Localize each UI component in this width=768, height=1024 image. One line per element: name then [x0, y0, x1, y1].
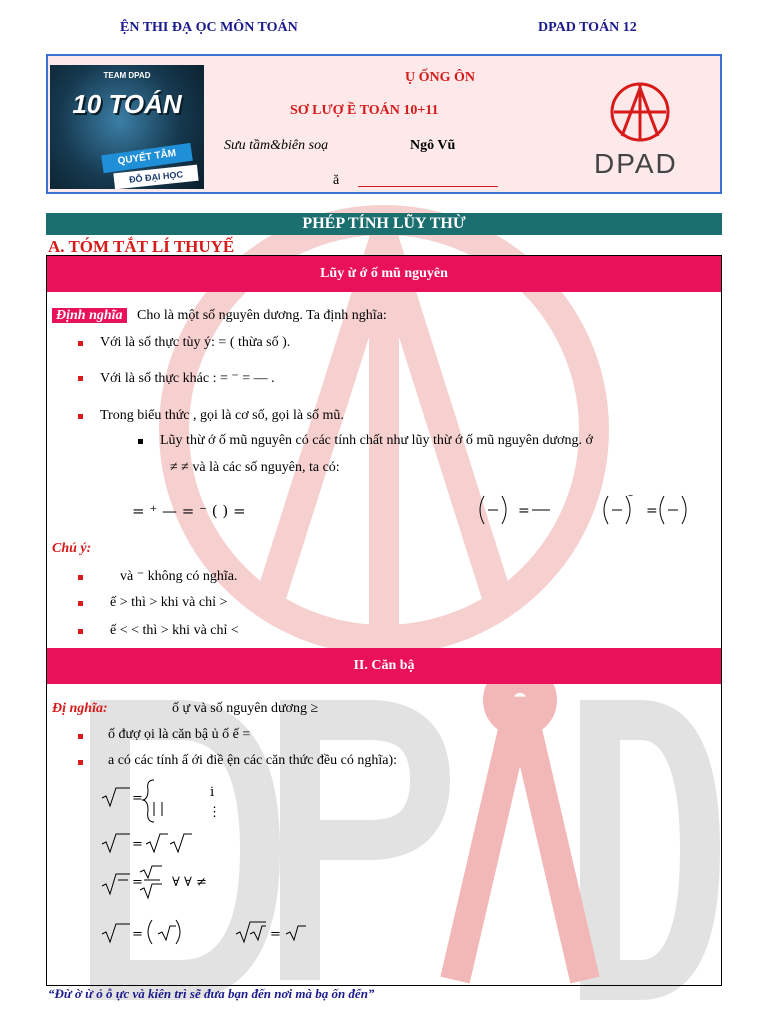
def-item-3: Trong biểu thức , gọi là cơ số, gọi là số mũ. — [100, 408, 344, 423]
svg-text:=: = — [132, 837, 143, 852]
note-label: Chú ý: — [52, 541, 92, 556]
box1-title: Lũy ừ ớ ố mũ nguyên — [47, 256, 721, 292]
bullet-icon — [78, 376, 83, 381]
bullet-icon — [78, 341, 83, 346]
svg-text:=: = — [518, 503, 530, 519]
svg-text:∀ ∀ ≠: ∀ ∀ ≠ — [172, 875, 207, 890]
box2-definition-text: ố ự và số nguyên dương ≥ — [172, 701, 319, 716]
box2-definition-label: Đị nghĩa: — [52, 701, 108, 716]
definition-label: Định nghĩa — [52, 308, 127, 323]
title-line-1: Ụ ỐNG ÔN — [405, 70, 475, 85]
bullet-icon — [78, 734, 83, 739]
definition-text: Cho là một số nguyên dương. Ta định nghĩa: — [137, 308, 387, 323]
header-right: DPAD TOÁN 12 — [538, 20, 637, 35]
logo-banner-1: QUYẾT TÂM — [101, 143, 193, 173]
svg-text:i: i — [210, 785, 215, 800]
property-intro-2: ≠ ≠ và là các số nguyên, ta có: — [170, 460, 340, 475]
dpad-logo-text: DPAD — [594, 148, 678, 179]
fraction-power-formulas — [470, 490, 700, 530]
part-a-heading: A. TÓM TẮT LÍ THUYẾ — [48, 237, 235, 256]
svg-text:=: = — [132, 875, 143, 890]
root-item-2: a có các tính ấ ới điề ện các căn thức đều có nghĩa): — [108, 753, 398, 768]
logo-big-text: 10 TOÁN — [72, 89, 182, 119]
note-item-3: ế < < thì > khi và chỉ < — [110, 623, 239, 638]
footer-quote: “Đừ ờ ừ ỏ ỗ ực và kiên trì sẽ đưa bạn đến nơi mà bạ ốn đến” — [48, 986, 375, 1001]
author-label: Sưu tầm&biên soạ — [224, 138, 329, 153]
name-label: ă — [333, 173, 340, 188]
section-title: PHÉP TÍNH LŨY THỪ — [46, 213, 722, 235]
box2-title: II. Căn bậ — [47, 648, 721, 684]
bullet-icon — [78, 760, 83, 765]
bullet-icon — [78, 575, 83, 580]
header-left: ỆN THI ĐẠ ỌC MÔN TOÁN — [120, 20, 298, 35]
def-item-1: Với là số thực tùy ý: = ( thừa số ). — [100, 335, 291, 350]
root-formulas — [96, 776, 336, 952]
svg-text:=: = — [132, 927, 143, 942]
svg-text:⋮: ⋮ — [208, 805, 221, 820]
logo-banner-2: ĐỖ ĐẠI HỌC — [113, 165, 198, 190]
name-underline — [358, 186, 498, 187]
svg-text:–: – — [628, 490, 633, 501]
author-name: Ngô Vũ — [410, 138, 456, 153]
bullet-icon — [78, 414, 83, 419]
property-intro-1: Lũy thừ ớ ố mũ nguyên có các tính chất như lũy thừ ớ ố mũ nguyên dương. ớ — [160, 433, 593, 448]
bullet-icon — [78, 601, 83, 606]
logo-team-text: TEAM DPAD — [103, 71, 151, 80]
svg-text:=: = — [270, 927, 281, 942]
bullet-icon — [78, 629, 83, 634]
root-item-1: ố đượ ọi là căn bậ ủ ố ế = — [108, 727, 251, 742]
def-item-2: Với là số thực khác : = ⁻ = — . — [100, 371, 275, 386]
sub-bullet-icon — [138, 439, 143, 444]
svg-text:=: = — [646, 503, 658, 519]
note-item-2: ế > thì > khi và chỉ > — [110, 595, 228, 610]
svg-text:=: = — [132, 791, 143, 806]
team-logo — [50, 65, 204, 189]
note-item-1: và ⁻ không có nghĩa. — [120, 569, 238, 584]
exponent-formulas: = ⁺ — = ⁻ ( ) = — [132, 502, 246, 520]
title-line-2: SƠ LƯỢ Ề TOÁN 10+11 — [290, 103, 439, 118]
